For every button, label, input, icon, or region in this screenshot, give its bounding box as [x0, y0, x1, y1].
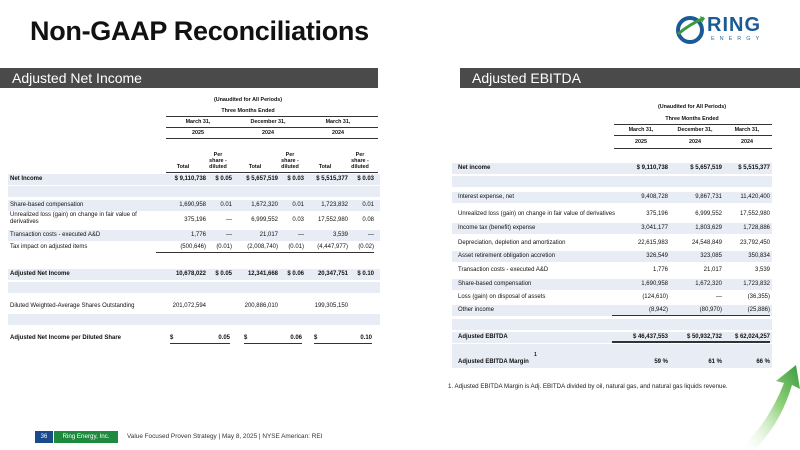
row-label: Other income: [458, 307, 495, 313]
cell-value: (36,355): [747, 294, 770, 300]
per-line: diluted: [281, 164, 299, 170]
year-col-r2: 2024: [689, 139, 701, 145]
row-label: Tax impact on adjusted items: [10, 244, 88, 250]
per-line: diluted: [351, 164, 369, 170]
row-spacer: [452, 176, 772, 187]
cell-value: 1,723,832: [743, 281, 770, 287]
cell-value: $ 5,657,519: [690, 165, 722, 171]
cell-value: 375,196: [646, 211, 668, 217]
cell-value: (25,886): [720, 305, 770, 316]
cell-value: 17,552,980: [317, 217, 348, 223]
row-label: Transaction costs - executed A&D: [10, 232, 101, 238]
per-line: share -: [281, 158, 299, 164]
cell-value: 9,408,728: [641, 194, 668, 200]
row-label: Unrealized loss (gain) on change in fair value of derivatives: [10, 212, 137, 225]
cell-value: $ 9,110,738: [174, 176, 206, 182]
adjusted-ebitda-table: [452, 94, 772, 384]
cell-value: $: [314, 333, 354, 344]
table-row: [8, 200, 380, 211]
per-line: Per: [285, 152, 295, 158]
growth-arrow-icon: [740, 365, 800, 450]
cell-value: —: [226, 217, 232, 223]
ring-energy-logo: [674, 14, 784, 46]
cell-value: 1,728,886: [743, 225, 770, 231]
cell-value: 66 %: [756, 359, 770, 365]
date-col-r2: December 31,: [677, 127, 713, 133]
per-line: share -: [209, 158, 227, 164]
row-label: Income tax (benefit) expense: [458, 225, 536, 231]
cell-value: $ 0.05: [215, 176, 232, 182]
cell-value: 350,834: [748, 253, 770, 259]
per-line: Per: [355, 152, 365, 158]
cell-value: (0.02): [346, 242, 374, 253]
cell-value: 23,792,450: [739, 240, 770, 246]
cell-value: 1,672,320: [251, 202, 278, 208]
year-col-r3: 2024: [741, 139, 753, 145]
cell-value: $ 0.03: [357, 176, 374, 182]
row-label: Net Income: [10, 176, 43, 182]
cell-value: $ 9,110,738: [636, 165, 668, 171]
cell-value: $ 5,657,519: [246, 176, 278, 182]
cell-value: 323,085: [700, 253, 722, 259]
row-spacer: [8, 186, 380, 197]
cell-value: 1,690,958: [179, 202, 206, 208]
cell-value: 17,552,980: [739, 211, 770, 217]
row-label: Depreciation, depletion and amortization: [458, 240, 566, 246]
cell-value: $ 50,932,732: [666, 332, 722, 343]
cell-value: 375,196: [184, 217, 206, 223]
cell-value: 59 %: [654, 359, 668, 365]
cell-value: 1,690,958: [641, 281, 668, 287]
row-label: Adjusted Net Income per Diluted Share: [10, 335, 122, 341]
col-total-2: Total: [248, 164, 262, 170]
row-label: Unrealized loss (gain) on change in fair value of derivatives: [458, 211, 616, 217]
row-spacer: [452, 319, 772, 330]
table-row: [452, 354, 772, 368]
col-per-share-3: [348, 152, 372, 170]
cell-value: 201,072,594: [172, 303, 206, 309]
cell-value: 1,672,320: [695, 281, 722, 287]
cell-value: 0.01: [362, 202, 374, 208]
cell-value: 11,420,400: [740, 194, 770, 200]
table-row: [8, 301, 380, 312]
cell-value: 200,886,010: [244, 303, 278, 309]
row-label: Adjusted EBITDA: [458, 334, 508, 340]
row-label: Share-based compensation: [10, 202, 84, 208]
page-number: 36: [35, 431, 53, 443]
row-label: Adjusted EBITDA Margin: [458, 359, 529, 365]
row-label: Asset retirement obligation accretion: [458, 253, 556, 259]
cell-value: —: [226, 232, 232, 238]
row-spacer: [8, 314, 380, 325]
cell-value: 22,615,983: [637, 240, 668, 246]
cell-value: $ 0.10: [357, 271, 374, 277]
cell-value: 3,539: [754, 267, 770, 273]
date-col-r1: March 31,: [628, 127, 654, 133]
period-label-right: Three Months Ended: [665, 116, 719, 122]
adjusted-net-income-table: [8, 94, 380, 354]
col-total-1: Total: [176, 164, 190, 170]
year-col-2: 2024: [262, 130, 274, 136]
cell-value: (8,942): [612, 305, 668, 316]
row-label: Share-based compensation: [458, 281, 532, 287]
table-row: [8, 242, 380, 253]
year-col-r1: 2025: [635, 139, 647, 145]
cell-value: 6,999,552: [695, 211, 722, 217]
cell-value: $ 62,024,257: [720, 332, 770, 343]
ebitda-footnote: 1. Adjusted EBITDA Margin is Adj. EBITDA divided by oil, natural gas, and natural gas liquids revenue.: [448, 383, 728, 390]
row-label: Adjusted Net Income: [10, 271, 70, 277]
cell-value: $ 5,515,377: [738, 165, 770, 171]
table-row: [452, 279, 772, 290]
table-row: [452, 163, 772, 174]
cell-value: 0.01: [292, 202, 304, 208]
row-label: Loss (gain) on disposal of assets: [458, 294, 546, 300]
cell-value: $ 0.06: [287, 271, 304, 277]
ring-logo-icon: [674, 14, 706, 46]
cell-value: 0.10: [326, 333, 372, 344]
table-row: [452, 305, 772, 316]
date-col-3: March 31,: [325, 119, 351, 125]
row-label: Interest expense, net: [458, 194, 515, 200]
table-row: [452, 192, 772, 203]
section-adjusted-net-income: Adjusted Net Income: [0, 68, 378, 88]
table-row: [8, 212, 380, 228]
cell-value: $: [170, 333, 210, 344]
cell-value: 21,017: [703, 267, 722, 273]
cell-value: $ 0.05: [215, 271, 232, 277]
row-label: Net income: [458, 165, 491, 171]
cell-value: $: [244, 333, 284, 344]
cell-value: 24,548,849: [691, 240, 722, 246]
year-col-3: 2024: [332, 130, 344, 136]
cell-value: 9,867,731: [695, 194, 722, 200]
cell-value: 1,723,832: [321, 202, 348, 208]
table-row: [8, 269, 380, 280]
row-label: Transaction costs - executed A&D: [458, 267, 549, 273]
per-line: Per: [213, 152, 223, 158]
per-line: diluted: [209, 164, 227, 170]
company-badge: Ring Energy, Inc.: [54, 431, 118, 443]
cell-value: (124,610): [642, 294, 668, 300]
table-row: [8, 230, 380, 241]
cell-value: 199,305,150: [314, 303, 348, 309]
cell-value: $ 5,515,377: [316, 176, 348, 182]
cell-value: $ 0.03: [287, 176, 304, 182]
cell-value: 1,776: [652, 267, 668, 273]
cell-value: 6,999,552: [251, 217, 278, 223]
table-row: [452, 265, 772, 276]
per-line: share -: [351, 158, 369, 164]
cell-value: 326,549: [646, 253, 668, 259]
cell-value: 61 %: [708, 359, 722, 365]
col-per-share-2: [278, 152, 302, 170]
unaudited-label: (Unaudited for All Periods): [213, 97, 283, 103]
cell-value: 0.03: [292, 217, 304, 223]
col-per-share-1: [206, 152, 230, 170]
cell-value: —: [716, 294, 722, 300]
table-row: [452, 251, 772, 262]
cell-value: 1,776: [190, 232, 206, 238]
table-row: [452, 223, 772, 234]
cell-value: —: [298, 232, 304, 238]
cell-value: (4,447,977): [300, 242, 348, 253]
cell-value: 3,041,177: [641, 225, 668, 231]
cell-value: (0.01): [276, 242, 304, 253]
cell-value: $ 46,437,553: [612, 332, 668, 343]
cell-value: (2,008,740): [230, 242, 278, 253]
cell-value: 0.08: [362, 217, 374, 223]
footer-tagline: Value Focused Proven Strategy | May 8, 2025 | NYSE American: REI: [127, 433, 323, 440]
cell-value: 0.06: [256, 333, 302, 344]
cell-value: (80,970): [666, 305, 722, 316]
period-label: Three Months Ended: [221, 108, 275, 114]
row-spacer: [8, 282, 380, 293]
logo-sub: ENERGY: [711, 36, 765, 42]
cell-value: —: [368, 232, 374, 238]
cell-value: 12,341,668: [247, 271, 278, 277]
date-col-r3: March 31,: [734, 127, 760, 133]
section-adjusted-ebitda: Adjusted EBITDA: [460, 68, 800, 88]
cell-value: 0.05: [184, 333, 230, 344]
date-col-1: March 31,: [185, 119, 211, 125]
logo-name: RING: [707, 14, 761, 36]
cell-value: 3,539: [332, 232, 348, 238]
unaudited-label-right: (Unaudited for All Periods): [657, 104, 727, 110]
cell-value: 0.01: [220, 202, 232, 208]
page-title: Non-GAAP Reconciliations: [30, 16, 369, 46]
table-row: [452, 292, 772, 303]
year-col-1: 2025: [192, 130, 204, 136]
col-total-3: Total: [318, 164, 332, 170]
footnote-marker: 1: [534, 352, 537, 358]
table-row: [8, 174, 380, 185]
cell-value: 1,803,629: [695, 225, 722, 231]
table-row: [452, 209, 772, 220]
cell-value: 20,347,751: [317, 271, 348, 277]
cell-value: (0.01): [204, 242, 232, 253]
cell-value: 10,678,022: [175, 271, 206, 277]
date-col-2: December 31,: [250, 119, 286, 125]
cell-value: (500,646): [156, 242, 206, 253]
row-label: Diluted Weighted-Average Shares Outstanding: [10, 303, 135, 309]
cell-value: 21,017: [259, 232, 278, 238]
table-row: [452, 332, 772, 343]
table-row: [452, 238, 772, 249]
table-row: [8, 333, 380, 344]
